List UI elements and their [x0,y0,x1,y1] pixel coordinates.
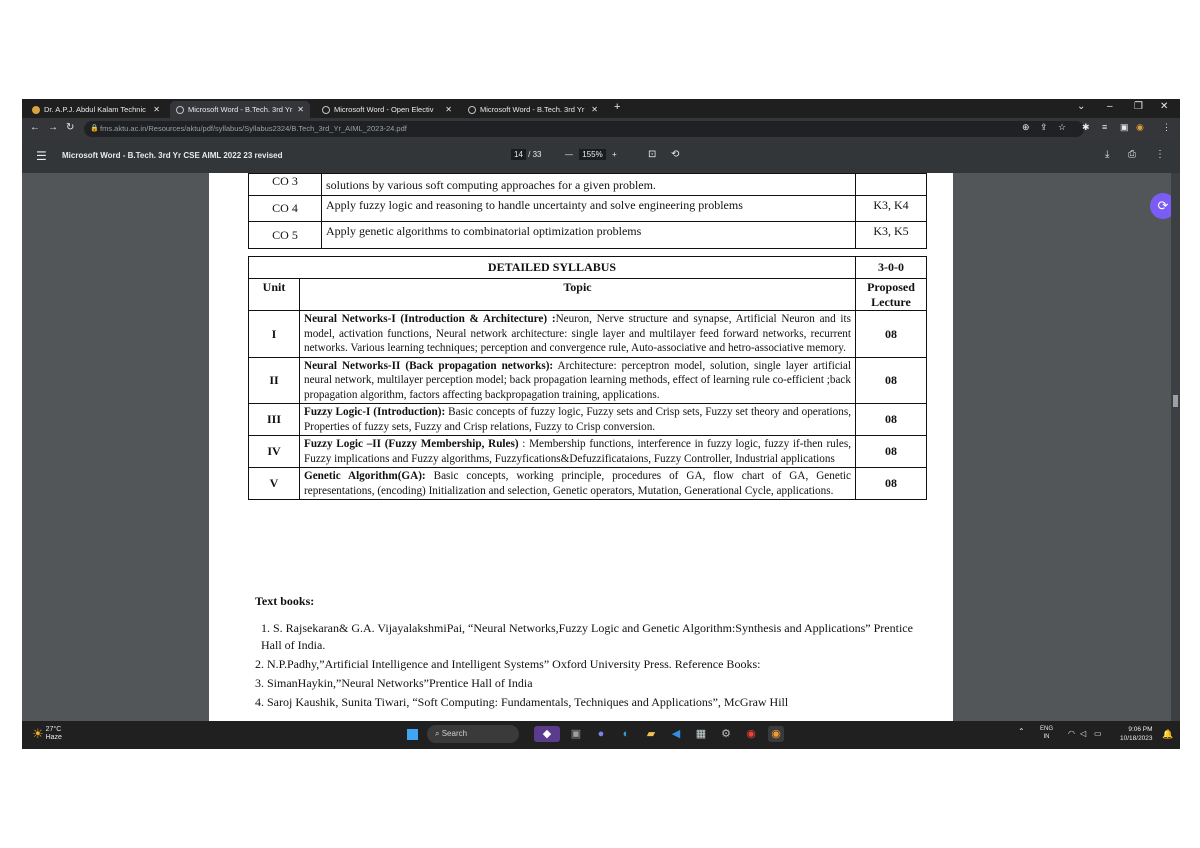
search-placeholder: Search [441,729,468,738]
pdf-toolbar [22,140,1180,173]
forward-icon[interactable]: → [48,122,58,133]
rotate-icon[interactable]: ⟲ [671,149,680,160]
unit-lectures: 08 [856,468,927,500]
site-favicon-icon [32,106,40,114]
table-row [249,279,927,311]
table-row [249,436,927,468]
close-icon[interactable]: ✕ [297,105,304,114]
search-icon: ⌕ [435,729,440,738]
close-icon[interactable]: ✕ [153,105,160,114]
kebab-menu-icon[interactable]: ⋮ [1162,122,1171,132]
textbook-item: 4. Saroj Kaushik, Sunita Tiwari, “Soft Computing: Fundamentals, Techniques and Applications”, McGraw Hill [255,695,789,709]
unit-number: III [249,404,300,436]
notification-bell-icon[interactable]: 🔔 [1162,729,1174,739]
url-input[interactable] [84,121,1084,137]
textbook-item: 3. SimanHaykin,”Neural Networks”Prentice Hall of India [255,676,533,690]
unit-topic [300,468,856,500]
textbooks-section [255,593,925,713]
tab-title: Microsoft Word - B.Tech. 3rd Yr [188,105,293,114]
head-unit: Unit [249,279,300,311]
wifi-icon[interactable]: ◠ [1068,729,1075,738]
print-icon[interactable]: ⎙ [1128,149,1136,160]
chrome-active-icon[interactable]: ◉ [768,726,784,742]
edge-icon[interactable]: ◐ [622,728,630,740]
language-indicator[interactable] [1040,725,1053,741]
minimize-icon[interactable]: – [1107,101,1113,112]
profile-avatar-icon[interactable]: ◉ [1136,122,1144,132]
unit-number: I [249,311,300,358]
co-code: CO 5 [249,222,322,249]
document-title: Microsoft Word - B.Tech. 3rd Yr CSE AIML 2022 23 revised [62,151,283,160]
close-icon[interactable]: ✕ [445,105,452,114]
co-code: CO 3 [249,174,322,196]
extension-bubble-icon[interactable]: ⟳ [1150,193,1176,219]
table-row [249,257,927,279]
co-text: Apply genetic algorithms to combinatorial optimization problems [322,222,856,249]
co-text: Apply fuzzy logic and reasoning to handle uncertainty and solve engineering problems [322,196,856,222]
tray-chevron-icon[interactable]: ⌃ [1018,727,1025,736]
zoom-controls [565,150,617,159]
head-lecture: Proposed Lecture [856,279,927,311]
menu-icon[interactable]: ☰ [36,149,47,163]
globe-icon [322,106,330,114]
pdf-viewer[interactable] [22,173,1180,721]
tab-title: Microsoft Word - B.Tech. 3rd Yr [480,105,585,114]
unit-heading: Fuzzy Logic –II (Fuzzy Membership, Rules) [304,438,519,450]
weather-temp: 27°C [45,726,62,733]
co-level [856,174,927,196]
table-row [249,311,927,358]
bookmark-star-icon[interactable]: ☆ [1058,122,1067,132]
back-icon[interactable]: ← [30,122,40,133]
unit-topic [300,436,856,468]
textbooks-heading: Text books: [255,594,315,608]
scrollbar[interactable] [1171,173,1180,721]
table-row [249,174,927,196]
weather-sun-icon: ☀ [32,726,44,741]
unit-number: IV [249,436,300,468]
tab-title: Microsoft Word - Open Electiv [334,105,434,114]
page-total: / 33 [528,150,542,159]
battery-icon[interactable]: ▭ [1094,729,1102,738]
volume-icon[interactable]: ◁ [1080,729,1087,738]
zoom-out-icon[interactable]: — [565,150,573,159]
page-number-input[interactable]: 14 [511,149,526,160]
unit-description: Neuron, Nerve structure and synapse, Artificial Neuron and its model, activation functions, Neural network architecture: single layer and multilayer feed forward networks, recurrent networks. Various learning techniques; perception and convergence rule, Auto-associative and hetro-associative memory. [304,313,851,354]
tab-strip [22,99,1180,118]
tab-syllabus-active[interactable] [170,101,310,118]
clock[interactable] [1120,725,1153,743]
globe-icon [176,106,184,114]
settings-gear-icon[interactable]: ⚙ [721,728,731,740]
detailed-syllabus-table [248,256,927,500]
address-bar-row [22,118,1180,140]
task-view-icon[interactable]: ▣ [570,728,582,740]
weather-widget[interactable] [32,726,62,742]
unit-lectures: 08 [856,357,927,404]
co-level: K3, K4 [856,196,927,222]
vscode-icon[interactable]: ◀ [671,728,681,740]
lang-top: ENG [1040,726,1054,732]
unit-topic [300,311,856,358]
widgets-app-icon[interactable]: ◆ [534,726,560,742]
new-tab-button[interactable]: + [614,101,621,113]
unit-heading: Fuzzy Logic-I (Introduction): [304,406,446,418]
clock-date: 10/18/2023 [1120,735,1153,742]
unit-heading: Neural Networks-I (Introduction & Architecture) : [304,313,556,325]
unit-lectures: 08 [856,404,927,436]
table-row [249,404,927,436]
reload-icon[interactable]: ↻ [66,122,75,133]
unit-description: Architecture: perceptron model, solution, single layer artificial neural network, multilayer perception model; back propagation learning methods, effect of learning rule co-efficient ;back propagation algorithm, factors affecting backpropagation training, applications. [304,359,851,401]
syllabus-title: DETAILED SYLLABUS [249,257,856,279]
chrome-icon[interactable]: ◉ [746,728,756,740]
syllabus-ltp: 3-0-0 [856,257,927,279]
unit-number: II [249,357,300,404]
unit-heading: Genetic Algorithm(GA): [304,470,426,482]
unit-lectures: 08 [856,311,927,358]
chat-icon[interactable]: ● [597,728,605,740]
share-icon[interactable]: ⇪ [1040,122,1048,132]
restore-icon[interactable]: ❐ [1134,101,1143,112]
file-explorer-icon[interactable]: ▰ [646,728,656,740]
extensions-icon[interactable]: ✱ [1082,122,1090,132]
table-row [249,222,927,249]
unit-description: Basic concepts, working principle, procedures of GA, flow chart of GA, Genetic representations, (encoding) Initialization and selection, Genetic operators, Mutation, Generational Cycle, applications. [304,470,851,497]
unit-topic [300,404,856,436]
tab-search-icon[interactable]: ⌄ [1077,101,1086,112]
windows-taskbar [22,721,1180,749]
close-icon[interactable]: ✕ [591,105,598,114]
tab-aktu[interactable] [26,101,166,118]
unit-heading: Neural Networks-II (Back propagation networks): [304,359,554,372]
zoom-in-icon[interactable]: + [611,150,617,159]
url-text: fms.aktu.ac.in/Resources/aktu/pdf/syllabus/Syllabus2324/B.Tech_3rd_Yr_AIML_2023-24.pdf [100,124,407,133]
more-options-icon[interactable]: ⋮ [1155,149,1165,160]
globe-icon [468,106,476,114]
lock-icon: 🔒 [90,125,99,132]
tab-syllabus-2[interactable] [462,101,604,118]
taskbar-search[interactable] [427,725,519,743]
table-row [249,196,927,222]
unit-lectures: 08 [856,436,927,468]
scrollbar-thumb[interactable] [1173,395,1178,407]
zoom-input[interactable]: 155% [579,149,605,160]
store-icon[interactable]: ▦ [695,728,707,740]
page-indicator [511,150,541,159]
unit-number: V [249,468,300,500]
head-topic: Topic [300,279,856,311]
weather-desc: Haze [45,734,62,741]
table-row [249,468,927,500]
lang-bottom: IN [1043,734,1050,740]
co-code: CO 4 [249,196,322,222]
unit-description: Basic concepts of fuzzy logic, Fuzzy sets and Crisp sets, Fuzzy set theory and operations, Properties of fuzzy sets, Fuzzy and Crisp relations, Fuzzy to Crisp conversion. [304,406,852,433]
course-outcome-table [248,173,927,249]
unit-topic [300,357,856,404]
download-icon[interactable]: ⤓ [1105,149,1110,160]
co-text: solutions by various soft computing approaches for a given problem. [322,174,856,196]
browser-window [22,99,1180,749]
zoom-icon[interactable]: ⊕ [1022,122,1030,132]
close-window-icon[interactable]: ✕ [1160,101,1169,112]
tab-open-elective[interactable] [316,101,458,118]
reading-list-icon[interactable]: ≡ [1102,122,1108,132]
clock-time: 9:06 PM [1128,726,1153,733]
table-row [249,357,927,404]
co-level: K3, K5 [856,222,927,249]
unit-description: : Membership functions, interference in fuzzy logic, fuzzy if-then rules, Fuzzy implications and Fuzzy algorithms, Fuzzyfications&Defuzzificataions, Fuzzy Controller, Industrial applications [304,438,851,465]
side-panel-icon[interactable]: ▣ [1120,122,1129,132]
pdf-page [209,173,953,721]
windows-start-icon[interactable] [407,729,418,740]
tab-title: Dr. A.P.J. Abdul Kalam Technic [44,105,146,114]
fit-page-icon[interactable]: ⊡ [648,149,657,160]
textbook-item: 2. N.P.Padhy,”Artificial Intelligence and Intelligent Systems” Oxford University Press. Reference Books: [255,657,761,671]
textbook-item: 1. S. Rajsekaran& G.A. VijayalakshmiPai, “Neural Networks,Fuzzy Logic and Genetic Algorithm:Synthesis and Applications” Prentice Hall of India. [261,621,913,652]
